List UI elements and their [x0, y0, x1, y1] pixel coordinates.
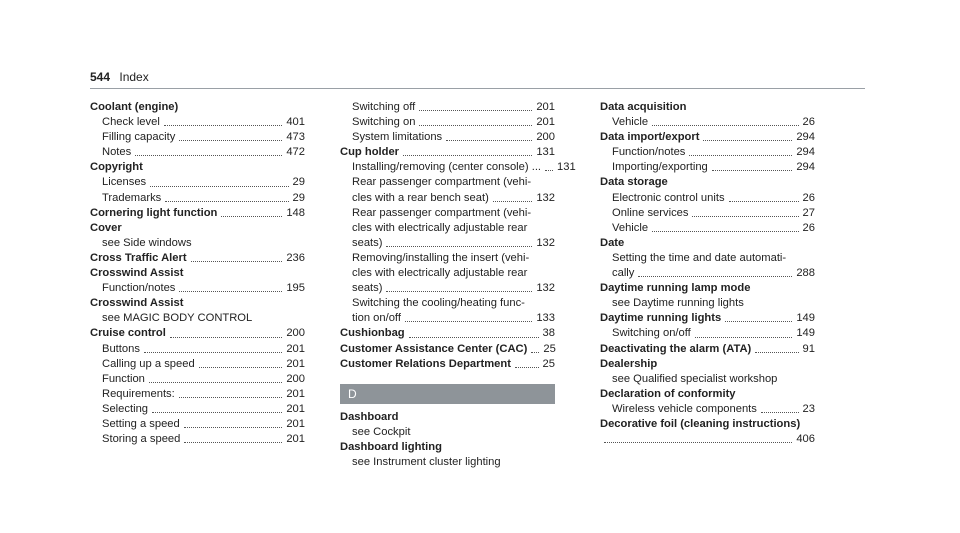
- index-subentry: [90, 432, 305, 447]
- dot-leader: [386, 236, 532, 247]
- index-subentry: [90, 417, 305, 432]
- cross-reference: see Daytime running lights: [612, 297, 744, 310]
- entry-label-line: [352, 281, 555, 296]
- index-subentry: [90, 145, 305, 160]
- entry-label: Storing a speed: [102, 433, 181, 446]
- page-ref: 25: [542, 357, 555, 370]
- index-heading: [90, 206, 305, 221]
- index-subentry: [90, 191, 305, 206]
- index-heading: Date: [600, 236, 625, 249]
- entry-label: Online services: [612, 206, 689, 219]
- page-ref: 38: [542, 327, 555, 340]
- dot-leader: [184, 432, 282, 443]
- entry-label: Switching on: [352, 116, 416, 129]
- index-column-3: [600, 100, 815, 447]
- page-ref: 201: [536, 116, 555, 129]
- index-heading: [600, 130, 815, 145]
- entry-label: Setting a speed: [102, 417, 180, 430]
- index-heading: Cover: [90, 221, 122, 234]
- page-ref: 29: [292, 176, 305, 189]
- dot-leader: [221, 206, 282, 217]
- page-ref: 149: [796, 327, 815, 340]
- entry-label: Customer Assistance Center (CAC): [340, 342, 528, 355]
- page-ref: 200: [286, 327, 305, 340]
- index-subentry: [90, 342, 305, 357]
- entry-label: System limitations: [352, 131, 443, 144]
- index-heading: [90, 251, 305, 266]
- entry-label-line: cles with electrically adjustable rear: [352, 267, 528, 280]
- entry-label: Daytime running lights: [600, 312, 722, 325]
- entry-label: Switching on/off: [612, 327, 691, 340]
- entry-label: Trademarks: [102, 191, 162, 204]
- index-subentry: [340, 160, 576, 175]
- cross-reference: see Instrument cluster lighting: [352, 455, 501, 468]
- dot-leader: [191, 251, 283, 262]
- page-ref: 201: [286, 357, 305, 370]
- index-heading: Crosswind Assist: [90, 297, 184, 310]
- page-ref: 201: [286, 342, 305, 355]
- dot-leader: [152, 402, 282, 413]
- dot-leader: [531, 342, 539, 353]
- dot-leader: [170, 326, 282, 337]
- index-subentry: [90, 175, 305, 190]
- index-subentry: [600, 326, 815, 341]
- entry-label: Cornering light function: [90, 206, 218, 219]
- index-heading: Data acquisition: [600, 101, 687, 113]
- entry-label: Switching off: [352, 101, 416, 113]
- index-heading: [600, 311, 815, 326]
- dot-leader: [638, 266, 792, 277]
- page-ref: 201: [286, 417, 305, 430]
- entry-label: Cup holder: [340, 146, 400, 159]
- page-ref: 294: [796, 161, 815, 174]
- entry-label-line: [352, 236, 555, 251]
- dot-leader: [419, 100, 532, 111]
- dot-leader: [179, 387, 283, 398]
- dot-leader: [405, 311, 532, 322]
- entry-label: Data import/export: [600, 131, 700, 144]
- entry-label: Cruise control: [90, 327, 166, 340]
- page-ref: 201: [286, 387, 305, 400]
- entry-label: Cross Traffic Alert: [90, 251, 187, 264]
- entry-label-line: Setting the time and date automati-: [612, 251, 787, 264]
- index-subentry: [600, 191, 815, 206]
- entry-label: tion on/off: [352, 312, 401, 325]
- index-subentry: [600, 115, 815, 130]
- entry-label: Requirements:: [102, 387, 175, 400]
- entry-label-line: [352, 311, 555, 326]
- index-heading: Coolant (engine): [90, 101, 179, 113]
- page-ref: 472: [286, 146, 305, 159]
- index-subentry: [600, 160, 815, 175]
- entry-label: Cushionbag: [340, 327, 405, 340]
- entry-label: Selecting: [102, 402, 149, 415]
- index-subentry: [600, 206, 815, 221]
- entry-label: Filling capacity: [102, 131, 176, 144]
- cross-reference: see Cockpit: [352, 425, 411, 438]
- letter-section-header: D: [340, 384, 555, 404]
- page-ref: 131: [557, 161, 576, 174]
- entry-label-line: cles with electrically adjustable rear: [352, 221, 528, 234]
- page-ref: 29: [292, 191, 305, 204]
- index-heading: Decorative foil (cleaning instructions): [600, 417, 801, 430]
- dot-leader: [446, 130, 532, 141]
- index-subentry: [340, 251, 555, 296]
- entry-label-line: Rear passenger compartment (vehi-: [352, 206, 532, 219]
- index-heading: Dashboard lighting: [340, 440, 442, 453]
- page-ref: 200: [286, 372, 305, 385]
- index-subentry: [600, 251, 815, 281]
- page-ref: 294: [796, 131, 815, 144]
- dot-leader: [729, 191, 799, 202]
- page-ref: 132: [536, 236, 555, 249]
- page-ref: 288: [796, 267, 815, 280]
- index-column-2: [340, 100, 576, 470]
- index-subentry: [90, 357, 305, 372]
- entry-label: Wireless vehicle components: [612, 402, 757, 415]
- page-ref: 195: [286, 282, 305, 295]
- entry-label: Function/notes: [102, 282, 176, 295]
- section-title: Index: [119, 70, 149, 84]
- index-subentry: [340, 130, 555, 145]
- entry-label: seats): [352, 282, 383, 295]
- entry-label-line: [612, 266, 815, 281]
- entry-label: Customer Relations Department: [340, 357, 511, 370]
- index-heading: Copyright: [90, 161, 143, 174]
- entry-label-line: Rear passenger compartment (vehi-: [352, 176, 532, 189]
- cross-reference: see Qualified specialist workshop: [612, 372, 778, 385]
- entry-label: Function: [102, 372, 145, 385]
- header-divider: [90, 88, 865, 89]
- dot-leader: [712, 160, 793, 171]
- page-ref: 201: [536, 101, 555, 113]
- index-subentry: [90, 387, 305, 402]
- dot-leader: [604, 432, 792, 443]
- dot-leader: [703, 130, 792, 141]
- entry-label: Installing/removing (center console) ...: [352, 161, 542, 174]
- page-ref: 131: [536, 146, 555, 159]
- page-ref: 201: [286, 402, 305, 415]
- dot-leader: [144, 342, 282, 353]
- dot-leader: [493, 191, 533, 202]
- page-ref: 236: [286, 251, 305, 264]
- page-ref: 406: [796, 433, 815, 446]
- page-ref: 401: [286, 116, 305, 129]
- dot-leader: [725, 311, 792, 322]
- dot-leader: [652, 115, 798, 126]
- dot-leader: [755, 342, 798, 353]
- page-ref: 26: [802, 191, 815, 204]
- page-ref: 26: [802, 116, 815, 129]
- dot-leader: [515, 357, 539, 368]
- page-ref: 25: [543, 342, 556, 355]
- index-heading: [340, 326, 555, 341]
- entry-label: cles with a rear bench seat): [352, 191, 489, 204]
- page-header: [90, 70, 149, 84]
- entry-label: Vehicle: [612, 221, 649, 234]
- entry-label-line: Removing/installing the insert (vehi-: [352, 251, 530, 264]
- page-ref: 26: [802, 221, 815, 234]
- index-heading: Data storage: [600, 176, 668, 189]
- dot-leader: [149, 372, 282, 383]
- dot-leader: [179, 130, 282, 141]
- page-number: 544: [90, 70, 111, 84]
- index-subentry: [340, 115, 555, 130]
- dot-leader: [403, 145, 532, 156]
- dot-leader: [164, 115, 283, 126]
- index-subentry: [340, 296, 555, 326]
- index-heading: Dealership: [600, 357, 658, 370]
- entry-label: Check level: [102, 116, 160, 129]
- entry-label: Licenses: [102, 176, 147, 189]
- index-subentry: [90, 115, 305, 130]
- dot-leader: [695, 326, 793, 337]
- index-subentry: [600, 402, 815, 417]
- entry-label: cally: [612, 267, 635, 280]
- entry-label: Electronic control units: [612, 191, 725, 204]
- dot-leader: [652, 221, 798, 232]
- entry-label: Calling up a speed: [102, 357, 195, 370]
- index-subentry: [340, 206, 555, 251]
- dot-leader: [419, 115, 532, 126]
- page-ref: 23: [802, 402, 815, 415]
- index-heading: [90, 326, 305, 341]
- page-ref: 149: [796, 312, 815, 325]
- dot-leader: [199, 357, 283, 368]
- page-ref: 132: [536, 282, 555, 295]
- index-subentry: [600, 221, 815, 236]
- dot-leader: [135, 145, 282, 156]
- entry-label: seats): [352, 236, 383, 249]
- index-subentry: [90, 402, 305, 417]
- entry-label: Notes: [102, 146, 132, 159]
- page-ref: 27: [802, 206, 815, 219]
- cross-reference: see Side windows: [102, 236, 192, 249]
- dot-leader: [689, 145, 792, 156]
- dot-leader: [545, 160, 553, 171]
- page-ref: 132: [536, 191, 555, 204]
- cross-reference: see MAGIC BODY CONTROL: [102, 312, 253, 325]
- index-subentry: [600, 432, 815, 447]
- entry-label: Vehicle: [612, 116, 649, 129]
- index-column-1: [90, 100, 305, 447]
- index-subentry: [600, 145, 815, 160]
- entry-label: Importing/exporting: [612, 161, 708, 174]
- index-subentry: [90, 130, 305, 145]
- dot-leader: [386, 281, 532, 292]
- dot-leader: [165, 191, 288, 202]
- entry-label: Buttons: [102, 342, 140, 355]
- index-heading: [340, 145, 555, 160]
- page-ref: 133: [536, 312, 555, 325]
- entry-label: Function/notes: [612, 146, 686, 159]
- entry-label: Deactivating the alarm (ATA): [600, 342, 752, 355]
- entry-label-line: Switching the cooling/heating func-: [352, 297, 525, 310]
- dot-leader: [409, 326, 539, 337]
- index-subentry: [340, 175, 555, 205]
- page-ref: 473: [286, 131, 305, 144]
- page-ref: 294: [796, 146, 815, 159]
- page-ref: 200: [536, 131, 555, 144]
- page-ref: 148: [286, 206, 305, 219]
- dot-leader: [179, 281, 282, 292]
- dot-leader: [184, 417, 283, 428]
- dot-leader: [150, 175, 288, 186]
- index-heading: Dashboard: [340, 410, 399, 423]
- index-heading: Crosswind Assist: [90, 267, 184, 280]
- index-heading: Declaration of conformity: [600, 387, 736, 400]
- dot-leader: [692, 206, 798, 217]
- index-subentry: [90, 281, 305, 296]
- index-heading: Daytime running lamp mode: [600, 282, 751, 295]
- index-heading: [340, 342, 555, 357]
- dot-leader: [761, 402, 799, 413]
- index-subentry: [90, 372, 305, 387]
- index-heading: [600, 342, 815, 357]
- index-heading: [340, 357, 555, 372]
- page-ref: 201: [286, 433, 305, 446]
- index-subentry: [340, 100, 555, 115]
- entry-label-line: [352, 191, 555, 206]
- page-ref: 91: [802, 342, 815, 355]
